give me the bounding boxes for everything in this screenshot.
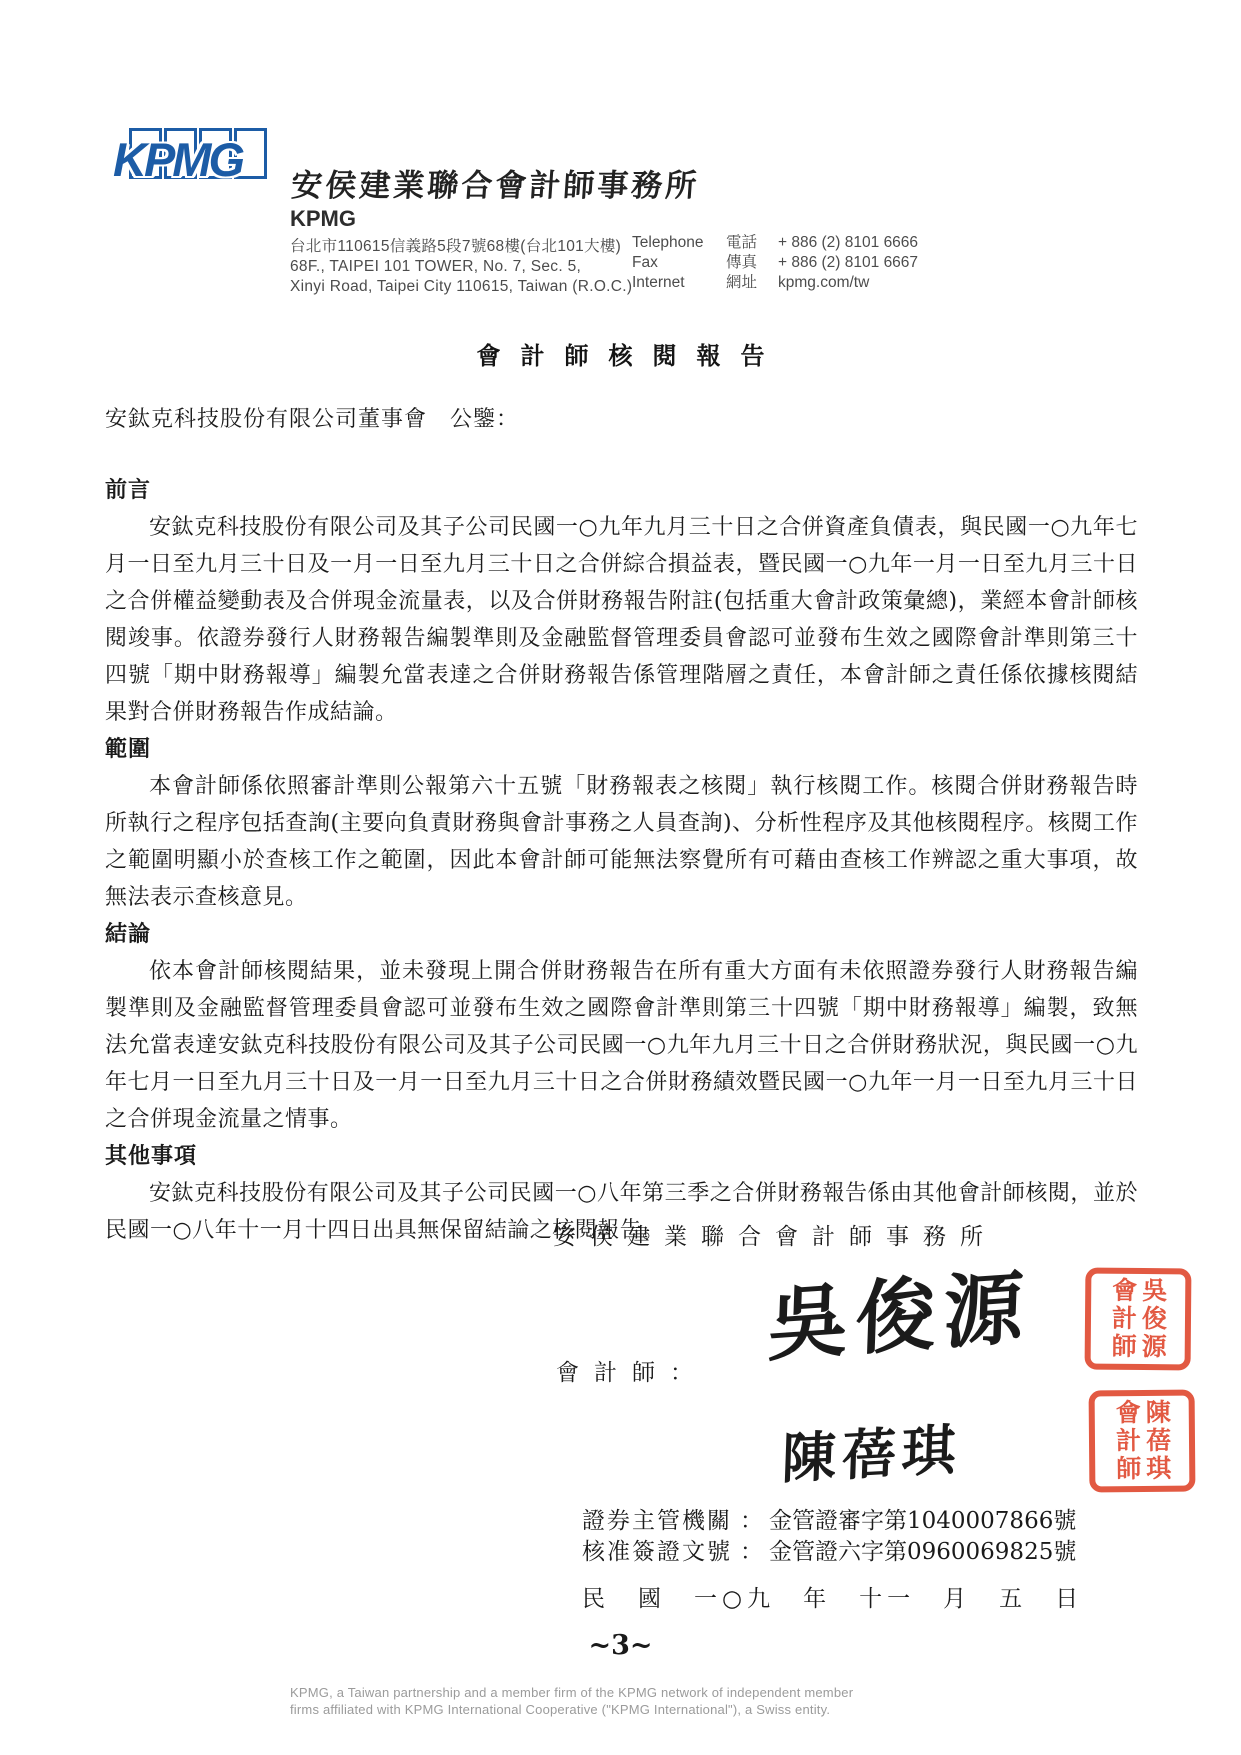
footer-disclaimer [290, 1684, 853, 1718]
approval-colon: ： [740, 1508, 763, 1534]
section-paragraph: 依本會計師核閱結果，並未發現上開合併財務報告在所有重大方面有未依照證券發行人財務報告編製準則及金融監督管理委員會認可並發布生效之國際會計準則第三十四號「期中財務報導」編製，致無法允當表達安鈦克科技股份有限公司及其子公司民國一○九年九月三十日之合併財務狀況，與民國一○九年七月一日至九月三十日及一月一日至九月三十日之合併財務績效暨民國一○九年一月一日至九月三十日之合併現金流量之情事。 [105, 959, 1138, 1132]
approval-label: 證券主管機關 [582, 1508, 732, 1534]
contact-row-fax [632, 253, 918, 273]
cpa-seal-2 [1089, 1390, 1196, 1493]
contact-value: kpmg.com/tw [778, 274, 870, 291]
seal-title-column: 會計師 [1108, 1276, 1138, 1361]
report-body [105, 472, 1138, 1249]
approval-row-document-number [582, 1537, 1076, 1568]
seal-name-column: 吳俊源 [1138, 1277, 1168, 1362]
footer-line-2: firms affiliated with KPMG International Cooperative ("KPMG International"), a Swiss entity. [290, 1702, 831, 1717]
contact-value: + 886 (2) 8101 6667 [778, 254, 919, 271]
report-date: 民 國 一○九 年 十一 月 五 日 [582, 1586, 1084, 1612]
page-number: ~3~ [588, 1630, 653, 1661]
section-heading: 範圍 [105, 736, 152, 762]
seal-name-column: 陳蓓琪 [1142, 1398, 1172, 1483]
contact-label-en: Internet [632, 274, 685, 291]
approval-row-authority [582, 1506, 1076, 1537]
contact-row-telephone [632, 233, 918, 253]
contact-label-zh: 傳真 [726, 254, 758, 271]
approval-value: 金管證六字第0960069825號 [769, 1539, 1077, 1565]
address-line-en-1: 68F., TAIPEI 101 TOWER, No. 7, Sec. 5, [290, 258, 582, 275]
address-line-zh: 台北市110615信義路5段7號68樓(台北101大樓) [290, 238, 622, 255]
section-conclusion [105, 916, 1138, 1138]
section-paragraph: 安鈦克科技股份有限公司及其子公司民國一○九年九月三十日之合併資產負債表，與民國一○九年七月一日至九月三十日及一月一日至九月三十日之合併綜合損益表，暨民國一○九年一月一日至九月三十日之合併權益變動表及合併現金流量表，以及合併財務報告附註(包括重大會計政策彙總)，業經本會計師核閱竣事。依證券發行人財務報告編製準則及金融監督管理委員會認可並發布生效之國際會計準則第三十四號「期中財務報導」編製允當表達之合併財務報告係管理階層之責任，本會計師之責任係依據核閱結果對合併財務報告作成結論。 [105, 515, 1138, 725]
contact-value: + 886 (2) 8101 6666 [778, 234, 919, 251]
section-paragraph: 本會計師係依照審計準則公報第六十五號「財務報表之核閱」執行核閱工作。核閱合併財務報告時所執行之程序包括查詢(主要向負責財務與會計事務之人員查詢)、分析性程序及其他核閱程序。核閱工作之範圍明顯小於查核工作之範圍，因此本會計師可能無法察覺所有可藉由查核工作辨認之重大事項，故無法表示查核意見。 [105, 774, 1138, 910]
firm-name-calligraphy: 安侯建業聯合會計師事務所 [290, 168, 701, 204]
cpa-seal-1 [1085, 1268, 1192, 1371]
kpmg-logo [113, 110, 293, 200]
kpmg-logo-wordmark: KPMG [113, 133, 242, 186]
letterhead-contact-block [632, 233, 918, 293]
section-preface [105, 472, 1138, 731]
addressee-line: 安鈦克科技股份有限公司董事會 公鑒： [105, 407, 520, 432]
footer-line-1: KPMG, a Taiwan partnership and a member firm of the KPMG network of independent member [290, 1685, 854, 1700]
contact-row-internet [632, 273, 918, 293]
section-paragraph: 安鈦克科技股份有限公司及其子公司民國一○八年第三季之合併財務報告係由其他會計師核閱，並於民國一○八年十一月十四日出具無保留結論之核閱報告。 [105, 1181, 1138, 1243]
section-heading: 前言 [105, 477, 152, 503]
section-heading: 結論 [105, 921, 152, 947]
approval-label: 核准簽證文號 [582, 1539, 732, 1565]
contact-label-en: Fax [632, 254, 658, 271]
approval-colon: ： [740, 1539, 763, 1565]
section-heading: 其他事項 [105, 1143, 198, 1169]
address-line-en-2: Xinyi Road, Taipei City 110615, Taiwan (R.O.C.) [290, 278, 633, 295]
contact-label-en: Telephone [632, 234, 704, 251]
contact-label-zh: 電話 [726, 234, 758, 251]
firm-name-en: KPMG [290, 206, 356, 231]
cpa-label: 會計師： [556, 1360, 708, 1386]
approval-block [582, 1506, 1076, 1568]
closing-firm-name: 安侯建業聯合會計師事務所 [553, 1224, 997, 1250]
cpa-signature-2: 陳蓓琪 [780, 1417, 963, 1491]
cpa-signature-1: 吳俊源 [766, 1259, 1034, 1373]
seal-title-column: 會計師 [1112, 1399, 1142, 1484]
report-title: 會計師核閱報告 [476, 341, 785, 370]
contact-label-zh: 網址 [726, 274, 758, 291]
section-scope [105, 731, 1138, 916]
approval-value: 金管證審字第1040007866號 [769, 1508, 1077, 1534]
